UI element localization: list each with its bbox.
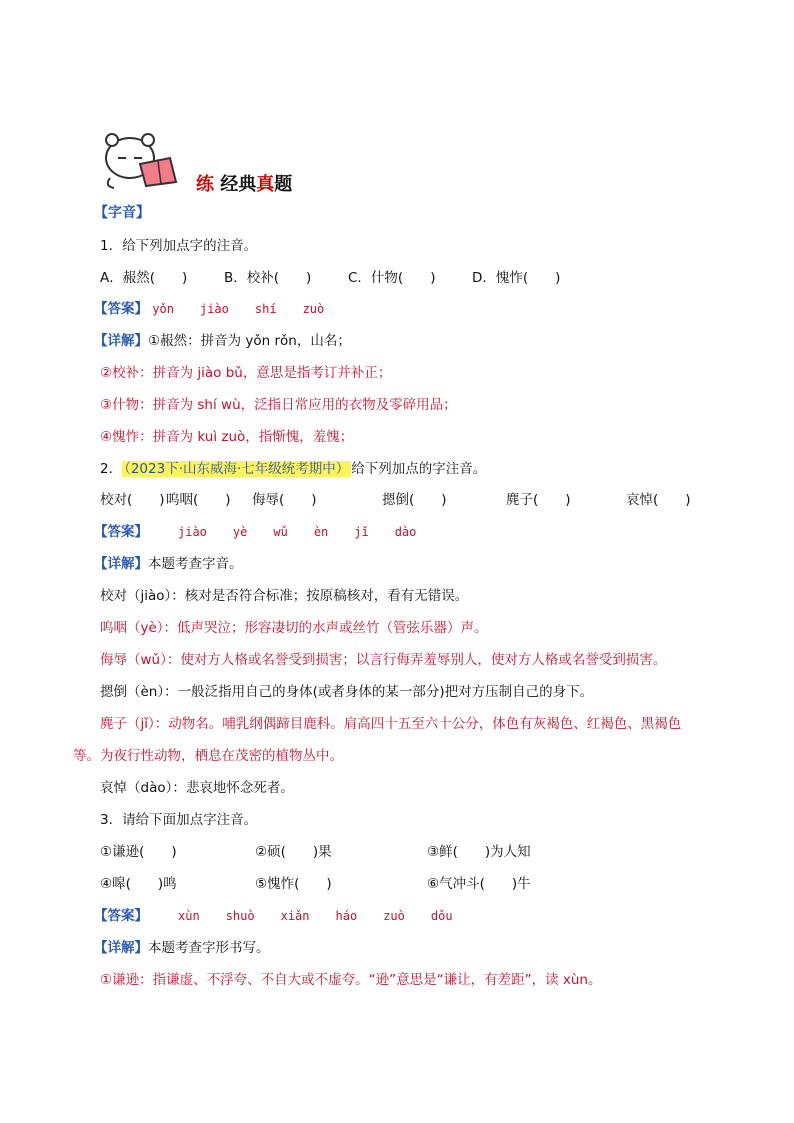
- section-label: 【字音】: [94, 205, 150, 221]
- q2-item-2: 呜咽( ): [166, 492, 231, 508]
- q2-stem-text: 给下列加点的字注音。: [351, 461, 487, 477]
- q2-detail-1: 校对（jiào）：核对是否符合标准；按原稿核对，看有无错误。: [100, 588, 469, 604]
- q3-detail: [94, 939, 270, 957]
- q2-detail-3: 侮辱（wǔ）：使对方人格或名誉受到损害；以言行侮弄羞辱别人，使对方人格或名誉受到损害。: [100, 652, 667, 668]
- detail-label: 【详解】: [94, 333, 148, 349]
- q3-answer-6: dǒu: [430, 909, 453, 923]
- q2-detail-6: 哀悼（dào）：悲哀地怀念死者。: [100, 780, 294, 796]
- detail-label: 【详解】: [94, 940, 148, 956]
- q3-answer-3: xiǎn: [280, 909, 310, 923]
- q1-options: [100, 269, 560, 287]
- reading-bear-icon: [100, 128, 186, 192]
- q2-answer: [94, 523, 442, 541]
- detail-label: 【详解】: [94, 556, 148, 572]
- q2-answer-5: jǐ: [354, 525, 369, 539]
- q2-detail: [94, 555, 243, 573]
- q1-option-a: A．赧然( ): [100, 270, 188, 286]
- q2-item-1: 校对( ): [100, 492, 165, 508]
- q3-stem: 3．请给下面加点字注音。: [100, 812, 258, 828]
- q2-detail-5b: 等。为夜行性动物，栖息在茂密的植物丛中。: [73, 748, 343, 764]
- q3-answer-2: shuò: [225, 909, 255, 923]
- q1-answer-4: zuò: [302, 302, 325, 316]
- q1-detail-1: ①赧然：拼音为 yǒn rǒn，山名；: [148, 333, 351, 349]
- q3-detail-intro: 本题考查字形书写。: [148, 940, 270, 956]
- q2-detail-5a: 麂子（jǐ）：动物名。哺乳纲偶蹄目鹿科。肩高四十五至六十公分，体色有灰褐色、红褐色、黑褐色: [100, 716, 682, 732]
- q1-answer-1: yǒn: [152, 302, 174, 316]
- answer-label: 【答案】: [94, 524, 148, 540]
- q2-answer-3: wǔ: [273, 525, 288, 539]
- q1-detail-2: ②校补：拼音为 jiào bǔ，意思是指考订并补正；: [100, 365, 392, 381]
- q1-option-b: B．校补( ): [224, 270, 312, 286]
- q3-row-1: [100, 843, 531, 861]
- q1-answer-2: jiào: [199, 302, 229, 316]
- q3-detail-1: ①谦逊：指谦虚、不浮夸、不自大或不虚夸。“逊”意思是“谦让，有差距”，读 xùn。: [100, 972, 602, 988]
- answer-label: 【答案】: [94, 908, 148, 924]
- title-practice: 练: [196, 174, 214, 195]
- q2-item-6: 哀悼( ): [626, 492, 691, 508]
- q2-answer-4: èn: [313, 525, 329, 539]
- q1-option-c: C．什物( ): [348, 270, 436, 286]
- title-question: 题: [274, 174, 293, 195]
- q3-answer: [94, 907, 479, 925]
- q2-source-badge: （2023下·山东威海·七年级统考期中）: [124, 461, 350, 477]
- q1-detail: [94, 332, 351, 350]
- q2-number: 2．: [100, 461, 123, 477]
- q1-answer: [94, 300, 350, 318]
- q2-item-4: 摁倒( ): [382, 492, 447, 508]
- q2-detail-intro: 本题考查字音。: [148, 556, 243, 572]
- q3-row-2: [100, 875, 531, 893]
- page-title: [196, 170, 292, 196]
- answer-label: 【答案】: [94, 301, 148, 317]
- q3-answer-1: xùn: [178, 909, 200, 923]
- section-header: [100, 128, 400, 198]
- q3-item-5: ⑤愧怍( ): [255, 876, 332, 892]
- q3-answer-5: zuò: [383, 909, 405, 923]
- q3-item-2: ②硕( )果: [255, 844, 332, 860]
- q3-item-3: ③鲜( )为人知: [427, 844, 531, 860]
- q2-answer-2: yè: [232, 525, 248, 539]
- q1-answer-3: shí: [254, 302, 277, 316]
- q3-item-4: ④嗥( )鸣: [100, 876, 177, 892]
- q2-item-3: 侮辱( ): [252, 492, 317, 508]
- q2-answer-1: jiào: [178, 525, 207, 539]
- q3-item-6: ⑥气冲斗( )牛: [427, 876, 531, 892]
- q2-detail-2: 呜咽（yè）：低声哭泣；形容凄切的水声或丝竹（管弦乐器）声。: [100, 620, 488, 636]
- q1-detail-3: ③什物：拼音为 shí wù，泛指日常应用的衣物及零碎用品；: [100, 397, 457, 413]
- q1-detail-4: ④愧怍：拼音为 kuì zuò，指惭愧，羞愧；: [100, 429, 354, 445]
- q3-answer-4: háo: [335, 909, 358, 923]
- q2-item-5: 麂子( ): [506, 492, 571, 508]
- q2-detail-4: 摁倒（èn）：一般泛指用自己的身体(或者身体的某一部分)把对方压制自己的身下。: [100, 684, 594, 700]
- title-real: 真: [256, 174, 275, 195]
- q2-items: [100, 491, 691, 509]
- q2-answer-6: dào: [394, 525, 417, 539]
- q1-stem: 1．给下列加点字的注音。: [100, 238, 258, 254]
- q3-item-1: ①谦逊( ): [100, 844, 177, 860]
- q2-stem: [100, 460, 486, 478]
- q1-option-d: D．愧怍( ): [472, 270, 561, 286]
- title-classic: 经典: [214, 174, 257, 195]
